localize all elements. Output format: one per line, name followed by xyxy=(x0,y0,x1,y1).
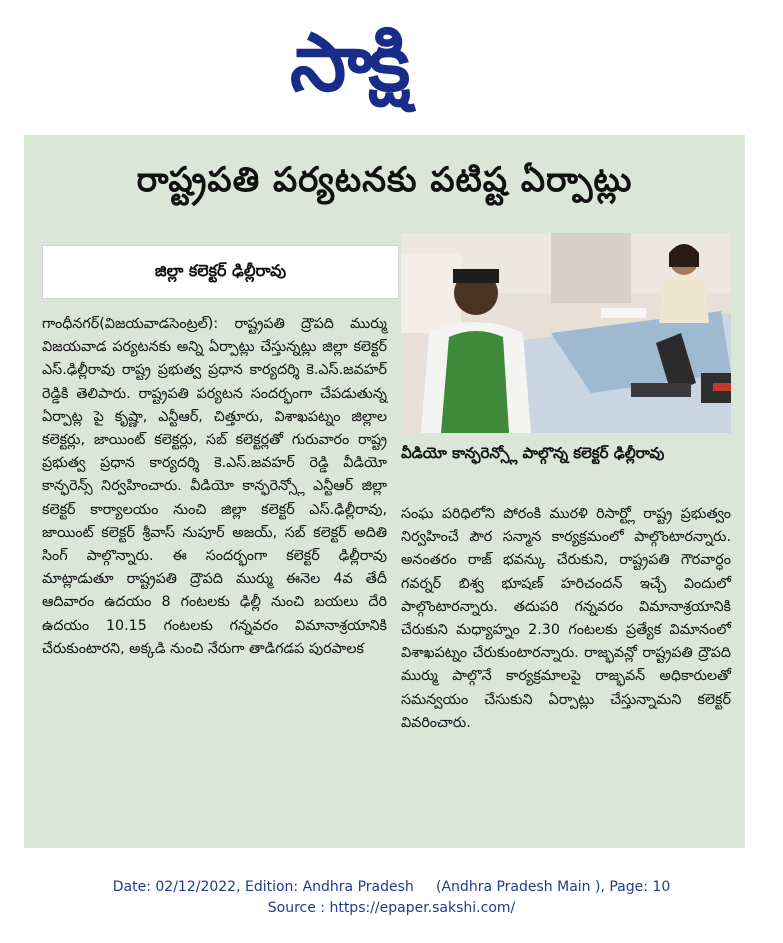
subheadline: జిల్లా కలెక్టర్ ఢిల్లీరావు xyxy=(42,245,399,299)
edition-info: Date: 02/12/2022, Edition: Andhra Pradesh (Andhra Pradesh Main ), Page: 10 xyxy=(112,879,671,895)
photo-illustration xyxy=(401,233,731,433)
footer xyxy=(0,877,783,919)
masthead xyxy=(0,0,783,130)
sakshi-logo: సాక్షి xyxy=(290,16,407,109)
article-body-right: సంఘ పరిధిలోని పోరంకి మురళి రిసార్ట్లో రాష్ట్ర ప్రభుత్వం నిర్వహించే పౌర సన్మాన కార్యక్రమంలో పాల్గొంటారన్నారు. అనంతరం రాజ్ భవన్కు చేరుకుని, రాష్ట్రపతి గౌరవార్ధం గవర్నర్ బిశ్వ భూషణ్ హరిచందన్ ఇచ్చే విందులో పాల్గొంటారన్నారు. తదుపరి గన్నవరం విమానాశ్రయానికి చేరుకుని మధ్యాహ్నం 2.30 గంటలకు ప్రత్యేక విమానంలో విశాఖపట్నం చేరుకుంటారన్నారు. రాజ్భవన్లో రాష్ట్రపతి ద్రౌపది ముర్ము పాల్గొనే కార్యక్రమాలపై రాజ్భవన్ అధికారులతో సమన్వయం చేసుకుని ఏర్పాట్లు చేస్తున్నామని కలెక్టర్ వివరించారు. xyxy=(401,506,731,731)
source-link[interactable]: Source : https://epaper.sakshi.com/ xyxy=(267,900,516,916)
article-column-left xyxy=(42,313,387,661)
article-body-left: గాంధీనగర్(విజయవాడసెంట్రల్): రాష్ట్రపతి ద్రౌపది ముర్ము విజయవాడ పర్యటనకు అన్ని ఏర్పాట్లు చేస్తున్నట్లు జిల్లా కలెక్టర్ ఎస్.ఢిల్లీరావు రాష్ట్ర ప్రభుత్వ ప్రధాన కార్యదర్శి కె.ఎస్.జవహర్ రెడ్డికి తెలిపారు. రాష్ట్రపతి పర్యటన సందర్భంగా చేపడుతున్న ఏర్పాట్ల పై కృష్ణా, ఎన్టీఆర్, చిత్తూరు, విశాఖపట్నం జిల్లాల కలెక్టర్లు, జాయింట్ కలెక్టర్లు, సబ్ కలెక్టర్లతో గురువారం రాష్ట్ర ప్రభుత్వ ప్రధాన కార్యదర్శి కె.ఎస్.జవహర్ రెడ్డి వీడియో కాన్ఫరెన్స్ నిర్వహించారు. వీడియో కాన్ఫరెన్స్లో ఎన్టీఆర్ జిల్లా కలెక్టర్ కార్యాలయం నుంచి జిల్లా కలెక్టర్ ఎస్.ఢిల్లీరావు, జాయింట్ కలెక్టర్ శ్రీవాస్ నుపూర్ అజయ్, సబ్ కలెక్టర్ అదితి సింగ్ పాల్గొన్నారు. ఈ సందర్భంగా కలెక్టర్ ఢిల్లీరావు మాట్లాడుతూ రాష్ట్రపతి ద్రౌపది ముర్ము ఈనెల 4వ తేదీ ఆదివారం ఉదయం 8 గంటలకు ఢిల్లీ నుంచి బయలు దేరి ఉదయం 10.15 గంటలకు గన్నవరం విమానాశ్రయానికి చేరుకుంటారని, అక్కడి నుంచి నేరుగా తాడిగడప పురపాలక xyxy=(42,316,387,657)
article-column-right xyxy=(401,503,731,735)
photo-caption: వీడియో కాన్ఫరెన్స్లో పాల్గొన్న కలెక్టర్ ఢిల్లీరావు xyxy=(401,444,665,462)
headline: రాష్ట్రపతి పర్యటనకు పటిష్ట ఏర్పాట్లు xyxy=(136,160,633,200)
article-photo xyxy=(401,233,731,433)
news-clipping xyxy=(24,135,745,848)
